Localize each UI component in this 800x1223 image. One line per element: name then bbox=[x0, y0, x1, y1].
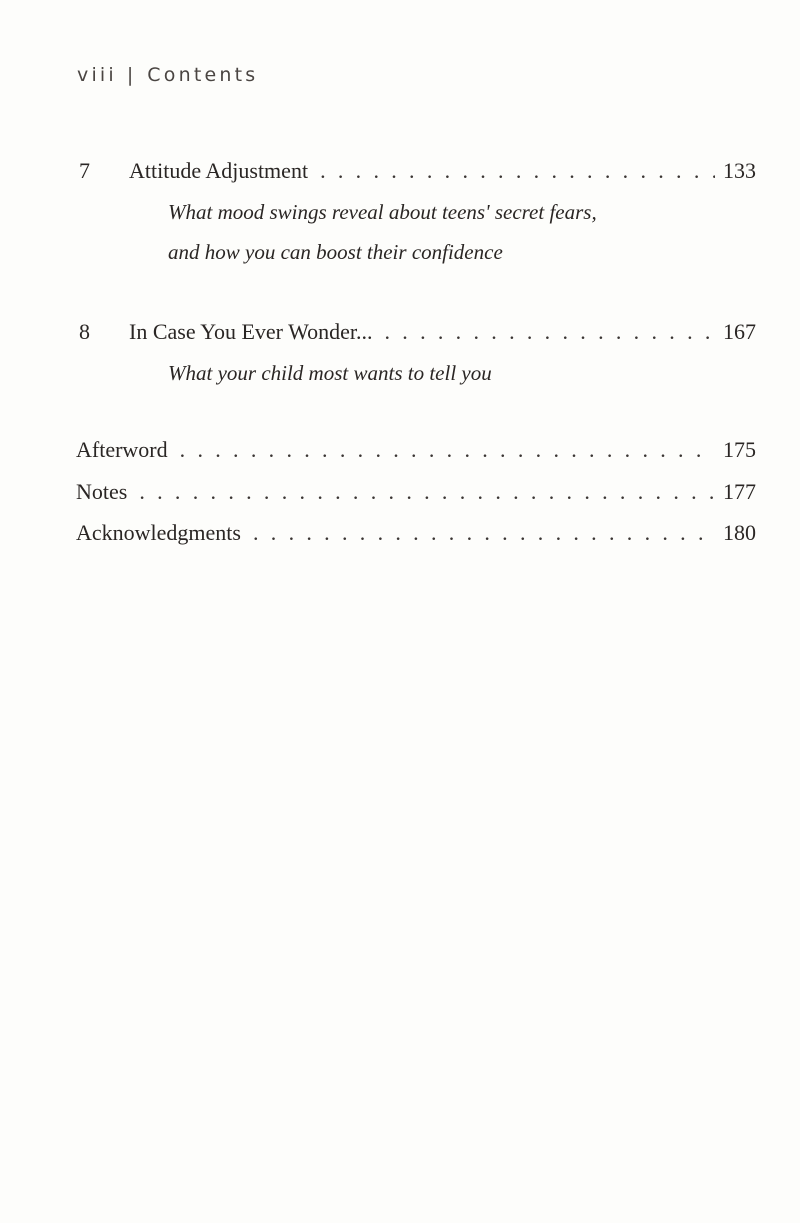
page-number: 177 bbox=[723, 479, 756, 504]
dot-leader bbox=[320, 158, 715, 184]
toc-entry-acknowledgments[interactable] bbox=[76, 520, 756, 546]
toc-entry-notes[interactable] bbox=[76, 479, 756, 505]
page-number: 133 bbox=[723, 158, 756, 183]
chapter-subtitle-line: What mood swings reveal about teens' secret fears, bbox=[168, 200, 597, 224]
chapter-subtitle-line: What your child most wants to tell you bbox=[168, 361, 492, 385]
dot-leader bbox=[253, 520, 715, 546]
entry-title: Notes bbox=[76, 479, 128, 504]
chapter-number: 8 bbox=[79, 319, 90, 344]
page-number: 180 bbox=[723, 520, 756, 545]
chapter-subtitle-line: and how you can boost their confidence bbox=[168, 240, 503, 264]
running-head-title: Contents bbox=[147, 64, 259, 86]
page-number: 167 bbox=[723, 319, 756, 344]
running-head bbox=[77, 64, 258, 86]
toc-entry-chapter-7[interactable] bbox=[79, 158, 756, 184]
dot-leader bbox=[139, 479, 715, 505]
dot-leader bbox=[180, 437, 715, 463]
toc-entry-afterword[interactable] bbox=[76, 437, 756, 463]
chapter-title: Attitude Adjustment bbox=[129, 158, 309, 183]
entry-title: Acknowledgments bbox=[76, 520, 241, 545]
running-head-separator: | bbox=[126, 64, 134, 86]
dot-leader bbox=[384, 319, 715, 345]
page-number: 175 bbox=[723, 437, 756, 462]
entry-title: Afterword bbox=[76, 437, 168, 462]
chapter-title: In Case You Ever Wonder... bbox=[129, 319, 373, 344]
page-number-roman: viii bbox=[77, 64, 117, 86]
toc-entry-chapter-8[interactable] bbox=[79, 319, 756, 345]
chapter-number: 7 bbox=[79, 158, 90, 183]
